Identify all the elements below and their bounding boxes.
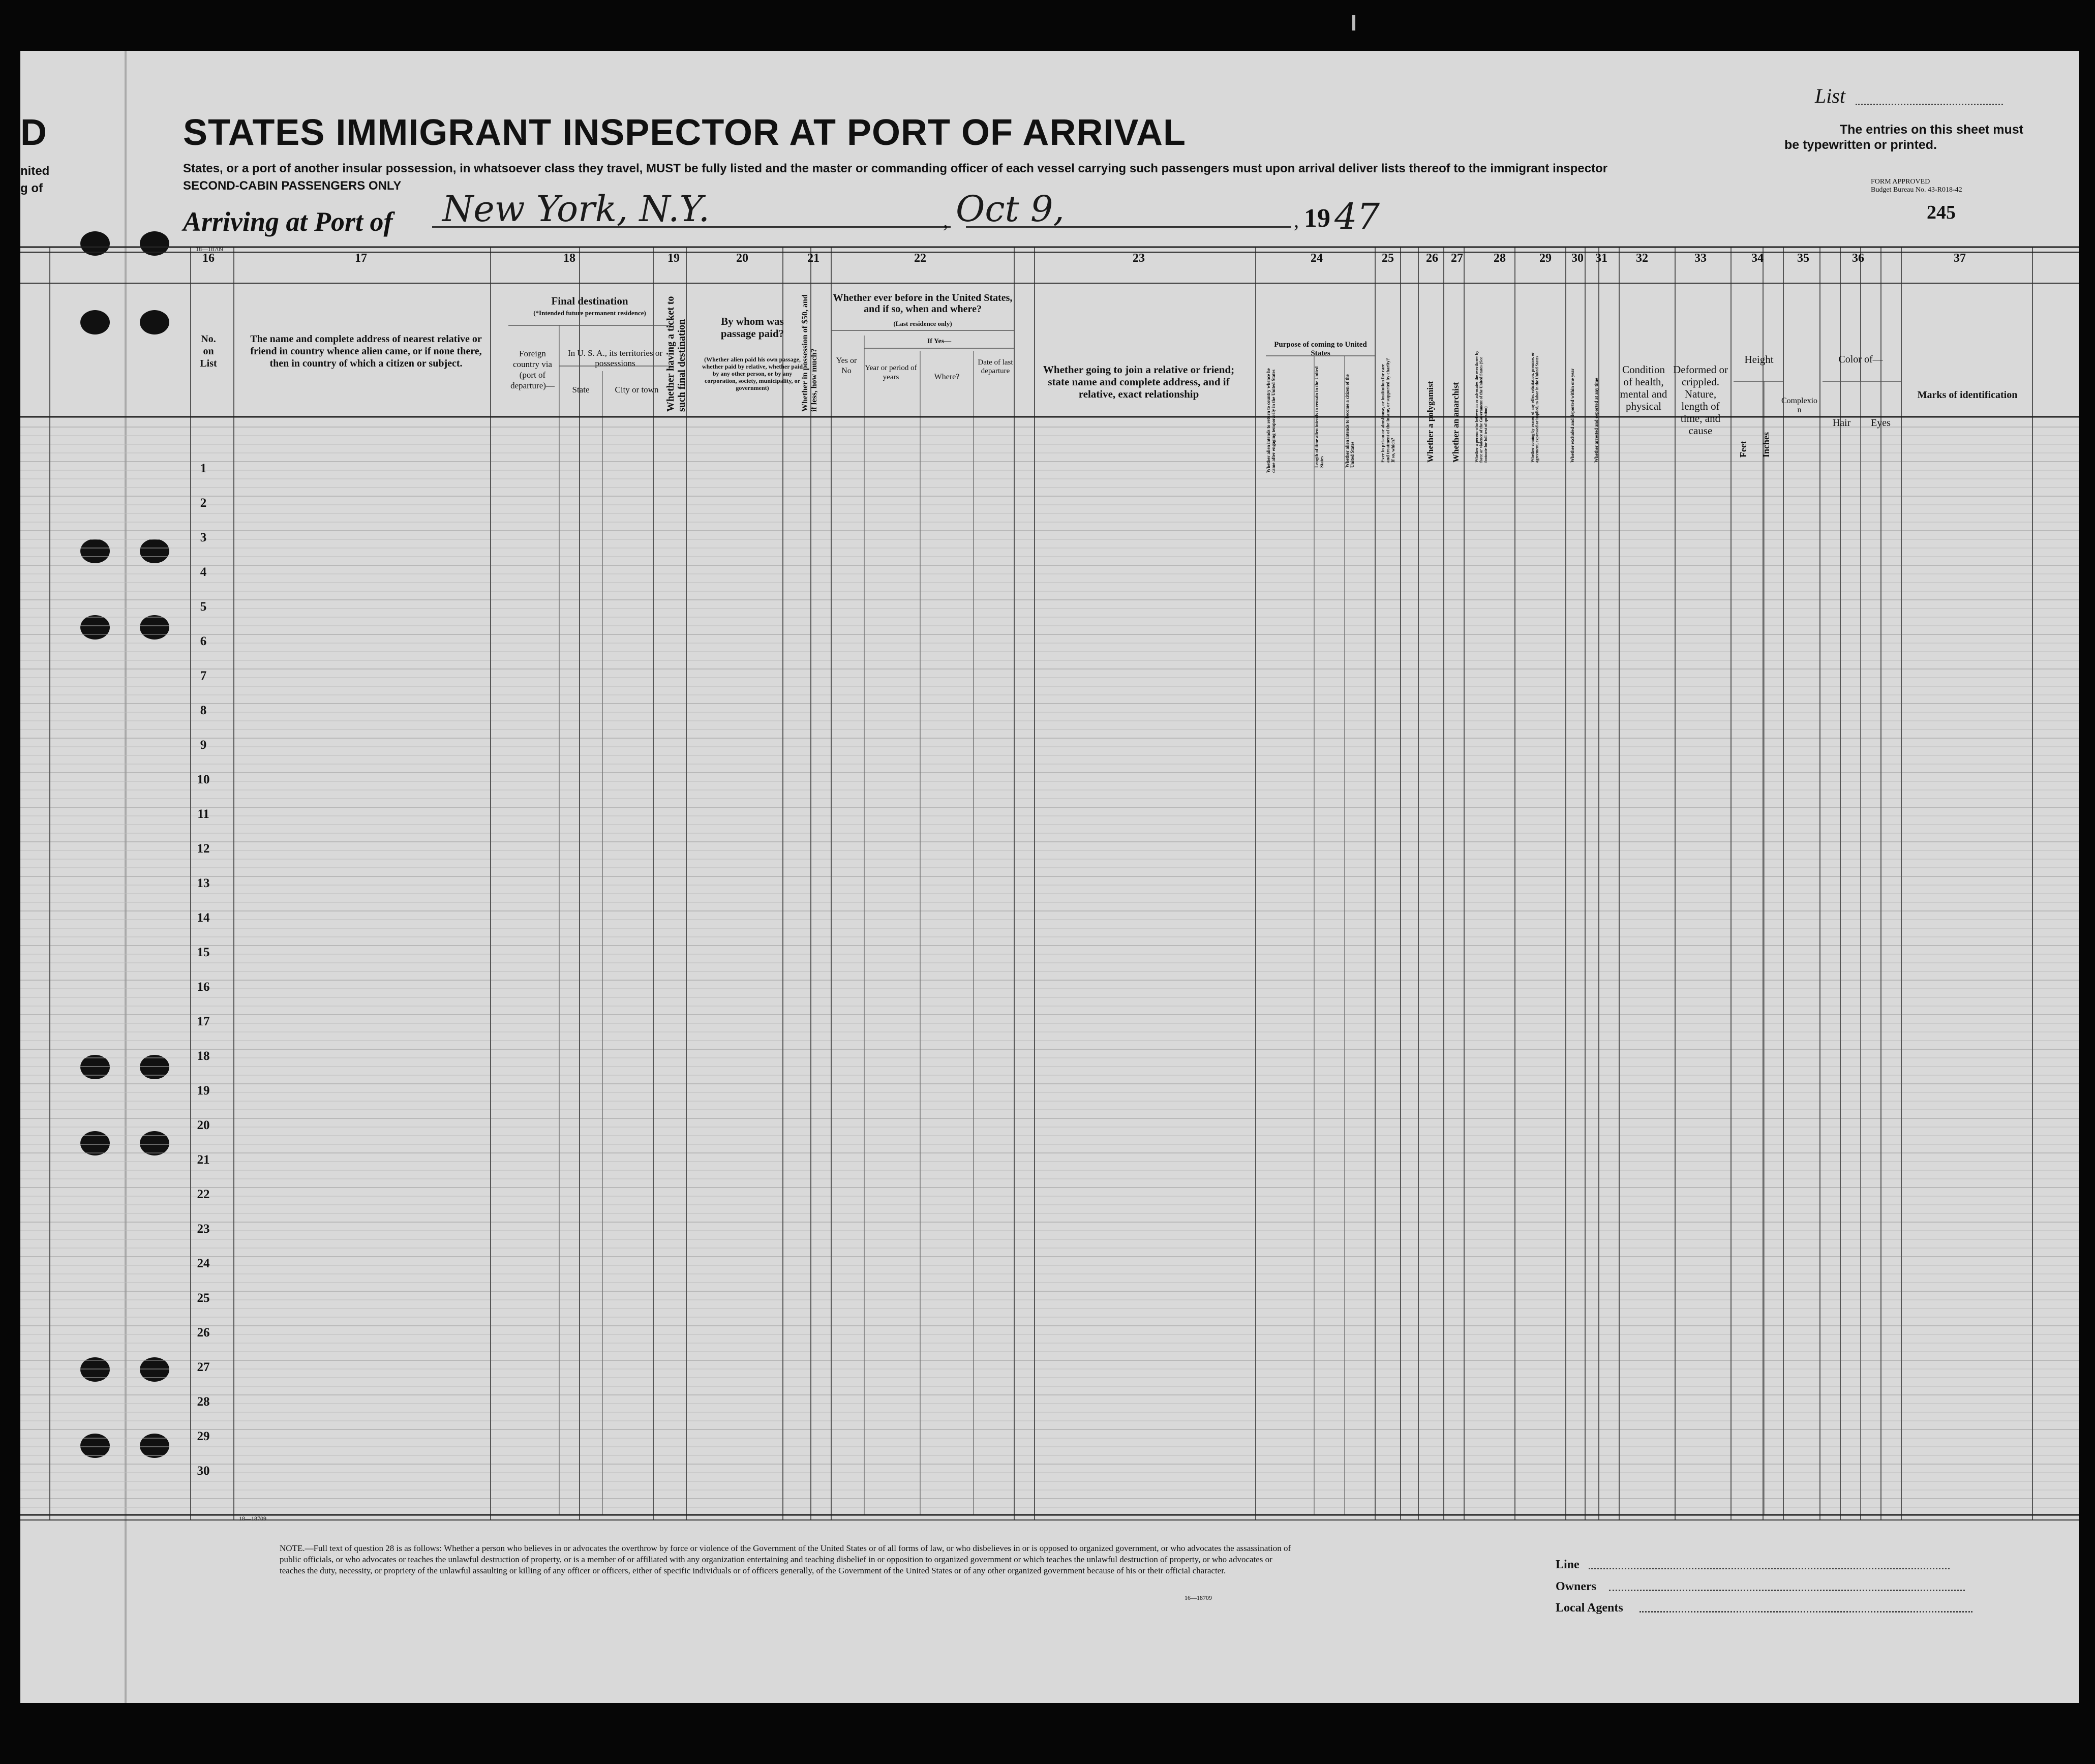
header-overthrow: Whether a person who believes in or advocates the overthrow by force or violence of the Government of the United States (See footnote for full text of question)	[1474, 351, 1488, 463]
row-number: 24	[197, 1257, 210, 1270]
form-code: 18—18709	[239, 1515, 266, 1522]
passenger-class: SECOND-CABIN PASSENGERS ONLY	[183, 179, 402, 193]
header-hair: Hair	[1832, 417, 1851, 429]
left-fragment-line: nited	[20, 164, 50, 178]
list-label: List	[1815, 84, 1846, 107]
col-number: 26	[1426, 252, 1438, 265]
header-purpose: Purpose of coming to United States	[1274, 341, 1367, 357]
row-number: 15	[197, 946, 210, 959]
entries-note-line: The entries on this sheet must	[1839, 123, 2023, 137]
form-approved-line: FORM APPROVED	[1871, 178, 1930, 186]
col-number: 25	[1382, 252, 1394, 265]
manifest-grid	[20, 51, 2079, 1703]
header-ever-before: Whether ever before in the United States, and if so, when and where?	[833, 292, 1013, 315]
header-year-period: Year or period of years	[865, 364, 917, 381]
header-state: State	[572, 385, 590, 394]
col-number: 21	[807, 252, 819, 265]
sheet-number: 245	[1927, 202, 1956, 223]
header-polygamist: Whether a polygamist	[1425, 381, 1435, 463]
row-number: 5	[200, 600, 207, 614]
col-number: 16	[202, 252, 215, 265]
row-number: 8	[200, 704, 207, 717]
form-approved-line: Budget Bureau No. 43-R018-42	[1871, 186, 1962, 194]
header-date-departure: Date of last departure	[978, 358, 1013, 375]
col-number: 20	[736, 252, 748, 265]
comma: ,	[943, 209, 948, 232]
header-in-usa: In U. S. A., its territories or possessions	[567, 348, 663, 368]
col-number: 34	[1751, 252, 1764, 265]
line-field	[1589, 1567, 1950, 1569]
line-label: Line	[1556, 1558, 1580, 1571]
col-number: 32	[1636, 252, 1648, 265]
row-number: 20	[197, 1118, 210, 1132]
note-code: 16—18709	[1185, 1594, 1212, 1601]
header-prison: Ever in prison or almshouse, or institution for care and treatment of the insane, or supported by charity? If so, which?	[1380, 358, 1395, 463]
header-passage-paid-note: (Whether alien paid his own passage, whether paid by relative, whether paid by any other person, or by any corporation, society, municipality, or government)	[702, 356, 803, 391]
col-number: 33	[1694, 252, 1707, 265]
header-complexion: Complexion	[1781, 397, 1818, 414]
row-number: 10	[197, 773, 210, 786]
row-number: 18	[197, 1049, 210, 1063]
row-number: 27	[197, 1360, 210, 1374]
row-number: 7	[200, 669, 207, 683]
left-page-fragment: D	[20, 112, 47, 153]
row-number: 25	[197, 1291, 210, 1305]
row-number: 29	[197, 1430, 210, 1443]
header-final-destination: Final destination	[551, 295, 628, 307]
row-number: 13	[197, 876, 210, 890]
row-number: 3	[200, 531, 207, 544]
header-deformed: Deformed or crippled. Nature, length of time, and cause	[1673, 363, 1728, 437]
row-number: 22	[197, 1188, 210, 1201]
header-ticket: Whether having a ticket to such final destination	[665, 296, 687, 412]
col-number: 29	[1539, 252, 1552, 265]
header-feet: Feet	[1738, 441, 1748, 458]
left-fragment-line: g of	[20, 181, 43, 195]
row-number: 2	[200, 496, 207, 510]
comma: ,	[1294, 209, 1299, 232]
col-number: 37	[1954, 252, 1966, 265]
owners-label: Owners	[1556, 1580, 1596, 1593]
col-number: 30	[1571, 252, 1584, 265]
header-inches: Inches	[1761, 432, 1771, 458]
row-number: 14	[197, 911, 210, 925]
col-number: 23	[1133, 252, 1145, 265]
header-passage-paid: By whom was passage paid?	[720, 315, 784, 340]
row-number: 28	[197, 1395, 210, 1409]
col-number: 35	[1797, 252, 1809, 265]
col-number: 19	[667, 252, 680, 265]
header-where: Where?	[934, 373, 960, 381]
page-title: STATES IMMIGRANT INSPECTOR AT PORT OF ARRIVAL	[183, 112, 1186, 153]
row-number: 17	[197, 1015, 210, 1028]
entries-note-line: be typewritten or printed.	[1784, 138, 1937, 152]
row-number: 26	[197, 1326, 210, 1340]
row-number: 16	[197, 980, 210, 994]
year-value: 47	[1334, 196, 1380, 237]
header-arrested: Whether arrested and deported at any time	[1594, 378, 1599, 463]
row-number: 1	[200, 462, 207, 475]
header-eyes: Eyes	[1871, 417, 1891, 429]
row-number: 21	[197, 1153, 210, 1167]
local-agents-field	[1639, 1610, 1972, 1613]
header-going-to-join: Whether going to join a relative or friend; state name and complete address, and if relative, exact relationship	[1043, 363, 1235, 400]
local-agents-label: Local Agents	[1556, 1601, 1623, 1615]
row-number: 9	[200, 738, 207, 752]
header-yes-no: Yes or No	[836, 356, 857, 375]
subtitle-instructions: States, or a port of another insular possession, in whatsoever class they travel, MUST be fully listed and the master or commanding officer of each vessel carrying such passengers must upon arrival deliver lists thereof to the immigrant inspector	[183, 162, 1608, 175]
header-purpose-a: Whether alien intends to return to country whence he came after engaging temporarily in the United States	[1266, 368, 1276, 473]
header-purpose-c: Whether alien intends to become a citizen of the United States	[1345, 374, 1355, 468]
year-prefix: 19	[1304, 204, 1330, 233]
header-possession-50: Whether in possession of $50, and if less, how much?	[801, 294, 818, 412]
form-code: 18—18709	[196, 246, 223, 253]
header-color-of: Color of—	[1838, 354, 1883, 365]
row-number: 12	[197, 842, 210, 856]
row-number: 11	[197, 807, 209, 821]
col-number: 36	[1852, 252, 1864, 265]
header-health: Condition of health, mental and physical	[1620, 363, 1667, 412]
date-value: Oct 9,	[956, 188, 1065, 230]
col-number: 27	[1451, 252, 1463, 265]
col-number: 28	[1494, 252, 1506, 265]
header-final-destination-note: (*Intended future permanent residence)	[533, 309, 646, 317]
port-value: New York, N.Y.	[442, 188, 710, 230]
col-number: 17	[355, 252, 367, 265]
header-height: Height	[1744, 353, 1774, 366]
row-number: 23	[197, 1222, 210, 1236]
footnote-question-28: NOTE.—Full text of question 28 is as follows: Whether a person who believes in or advocates the overthrow by force or violence of the Government of the United States or of all forms of law, or who disbelieves in or is opposed to organized government, or who advocates the assassination of public officials, or who advocates or teaches the unlawful destruction of property, or is a member of or affiliated with any organization entertaining and teaching disbelief in or opposition to organized government or which teaches the unlawful destruction of property, or who advocates or teaches the duty, necessity, or propriety of the unlawful assaulting or killing of any officer or officers, either of specific individuals or of officers generally, of the Government of the United States or of any other organized government because of his or their official character.	[280, 1543, 1291, 1575]
owners-field	[1609, 1589, 1965, 1591]
header-nearest-relative: The name and complete address of nearest relative or friend in country whence alien came, or if none there, then in country of which a citizen or subject.	[250, 333, 482, 369]
header-city: City or town	[615, 385, 659, 394]
row-number: 6	[200, 634, 207, 648]
arriving-label: Arriving at Port of	[183, 206, 393, 237]
header-no-on-list: No. on List	[200, 333, 217, 369]
header-if-yes: If Yes—	[927, 338, 952, 345]
col-number: 22	[914, 252, 926, 265]
scan-mark	[1352, 15, 1355, 31]
header-foreign-country: Foreign country via (port of departure)—	[510, 349, 555, 390]
header-last-residence: (Last residence only)	[893, 320, 952, 327]
header-excluded: Whether excluded and deported within one year	[1570, 368, 1575, 463]
header-purpose-b: Length of time alien intends to remain in the United States	[1314, 366, 1324, 468]
header-anarchist: Whether an anarchist	[1451, 382, 1461, 463]
header-marks: Marks of identification	[1917, 389, 2018, 401]
manifest-sheet	[20, 51, 2079, 1703]
col-number: 24	[1311, 252, 1323, 265]
row-number: 4	[200, 565, 207, 579]
col-number: 18	[563, 252, 575, 265]
row-number: 19	[197, 1084, 210, 1098]
header-offer-labor: Whether coming by reason of any offer, solicitation, promise, or agreement, expressed or implied, to labor in the United States	[1530, 352, 1539, 463]
row-number: 30	[197, 1464, 210, 1478]
col-number: 31	[1595, 252, 1607, 265]
